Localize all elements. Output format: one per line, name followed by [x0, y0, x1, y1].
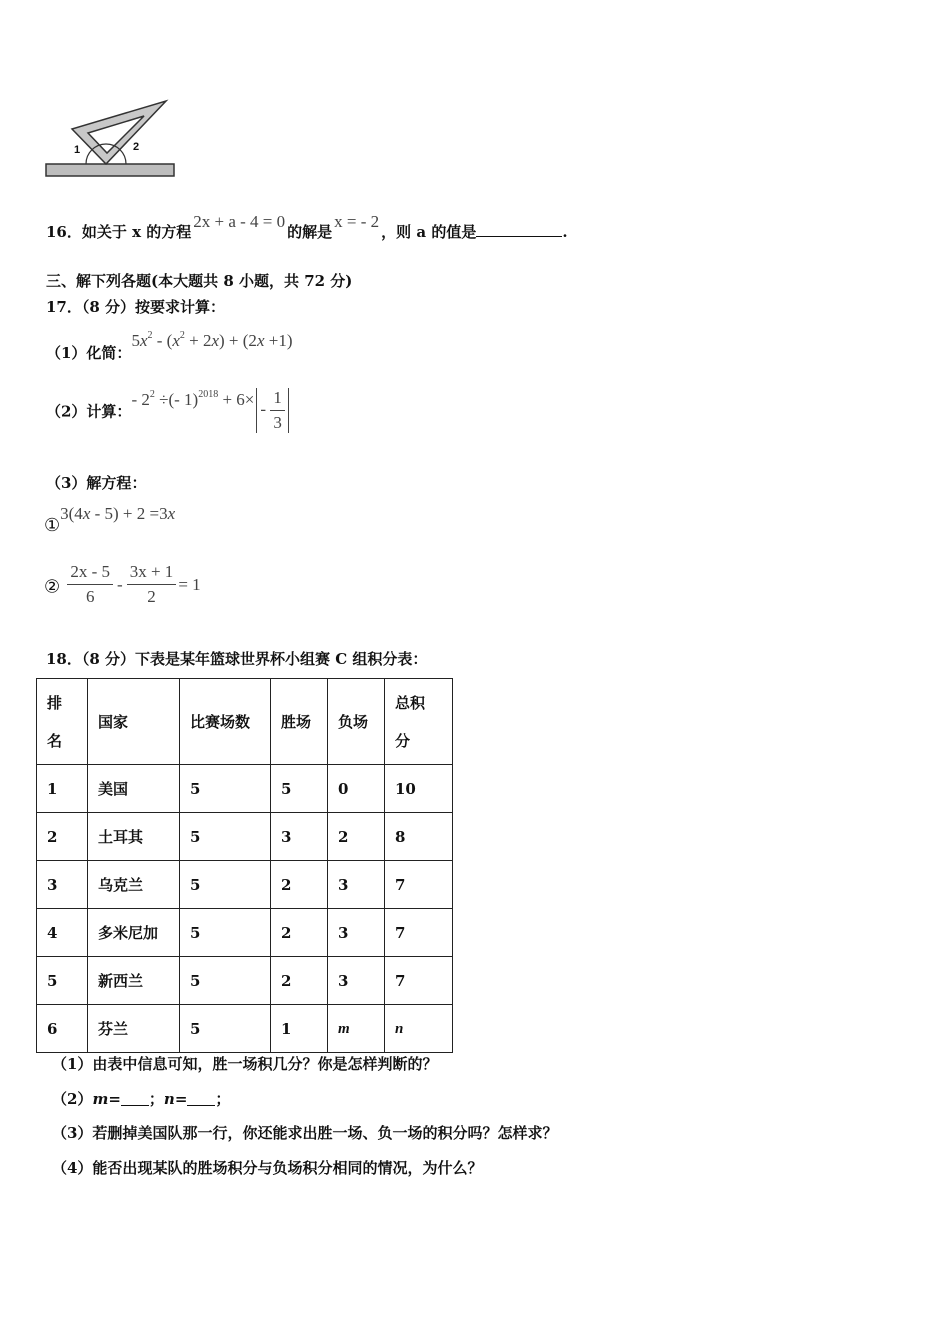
eq1-expression: 3(4x - 5) + 2 =3x: [60, 504, 176, 523]
q17-part2: [46, 388, 289, 433]
cell-losses: 3: [328, 957, 385, 1005]
cell-rank: 4: [37, 909, 88, 957]
table-row: [37, 957, 453, 1005]
q18-sub3: （3）若删掉美国队那一行，你还能求出胜一场、负一场的积分吗？怎样求？: [52, 1124, 558, 1142]
cell-country: 芬兰: [88, 1005, 180, 1053]
q16-solution: x = - 2: [334, 212, 380, 231]
table-row: [37, 861, 453, 909]
q17-part1: [46, 330, 292, 363]
angle-2-label: 2: [133, 141, 140, 153]
header-points: [385, 679, 453, 765]
q17-part2-abs: - $\frac{1}{3}$: [256, 388, 288, 433]
n-answer-blank[interactable]: [187, 1091, 215, 1106]
cell-country: 新西兰: [88, 957, 180, 1005]
section-3-heading: 三、解下列各题(本大题共 8 小题，共 72 分): [46, 272, 353, 290]
cell-rank: 3: [37, 861, 88, 909]
q17-part1-label: （1）化简：: [46, 344, 132, 362]
q17-part2-denominator: 3: [273, 413, 282, 432]
table-header-row: [37, 679, 453, 765]
eq2-rhs: = 1: [178, 574, 201, 594]
q16-suffix: ，则 a 的值是: [381, 223, 477, 241]
cell-rank: 1: [37, 765, 88, 813]
cell-points: 7: [385, 909, 453, 957]
cell-country: 土耳其: [88, 813, 180, 861]
cell-wins: 5: [271, 765, 328, 813]
m-answer-blank[interactable]: [121, 1091, 149, 1106]
cell-wins: 2: [271, 957, 328, 1005]
q16-answer-blank[interactable]: [476, 222, 562, 237]
cell-points: 7: [385, 957, 453, 1005]
cell-country: 美国: [88, 765, 180, 813]
q18-sub4: （4）能否出现某队的胜场积分与负场积分相同的情况，为什么？: [52, 1159, 483, 1177]
q17-part1-expression: $5x^2 - (x^2 + 2x) + (2x +1)$: [131, 330, 293, 350]
q17-title: 17．（8 分）按要求计算：: [46, 298, 226, 316]
q18-sub2-end: ；: [215, 1090, 231, 1108]
q16-end: .: [562, 223, 568, 241]
eq2-minus: -: [117, 574, 123, 594]
q17-part3-label: （3）解方程：: [46, 474, 147, 492]
header-country: 国家: [88, 679, 180, 765]
variable-n: n: [395, 1021, 404, 1037]
cell-games: 5: [180, 1005, 271, 1053]
header-rank-label: 排名: [47, 693, 63, 750]
q18-sub2-eq-n: =: [174, 1090, 188, 1108]
question-16: [46, 212, 568, 242]
straightedge: [46, 164, 174, 176]
cell-points: 10: [385, 765, 453, 813]
cell-games: 5: [180, 765, 271, 813]
cell-points: [385, 1005, 453, 1053]
cell-wins: 1: [271, 1005, 328, 1053]
cell-losses: 2: [328, 813, 385, 861]
cell-points: 8: [385, 813, 453, 861]
table-row: [37, 1005, 453, 1053]
cell-losses: [328, 1005, 385, 1053]
header-points-label: 总积分: [395, 693, 426, 750]
table-row: [37, 765, 453, 813]
q16-prefix: 16．如关于 x 的方程: [46, 223, 192, 241]
eq2-num1: 2x - 5: [67, 562, 113, 585]
cell-losses: 3: [328, 909, 385, 957]
q17-part2-expression: - $2^2$ ÷(- 1)$^{2018}$ + 6×: [131, 388, 255, 409]
q17-equation-2: [44, 562, 201, 607]
cell-wins: 2: [271, 909, 328, 957]
set-square: [72, 101, 166, 164]
q17-part2-numerator: 1: [270, 388, 285, 411]
eq2-num2: 3x + 1: [127, 562, 177, 585]
q18-sub2-m: m: [92, 1090, 109, 1108]
table-row: [37, 813, 453, 861]
cell-rank: 6: [37, 1005, 88, 1053]
angle-1-label: 1: [74, 144, 81, 156]
q16-middle: 的解是: [287, 223, 333, 241]
cell-country: 多米尼加: [88, 909, 180, 957]
eq2-fraction-1: [67, 562, 113, 607]
cell-rank: 2: [37, 813, 88, 861]
q18-sub2-prefix: （2）: [52, 1090, 93, 1108]
standings-table: [36, 678, 453, 1053]
q18-sub2-n: n: [163, 1090, 175, 1108]
cell-wins: 3: [271, 813, 328, 861]
q18-sub1: （1）由表中信息可知，胜一场积几分？你是怎样判断的？: [52, 1055, 438, 1073]
q18-sub2: [52, 1088, 230, 1109]
cell-country: 乌克兰: [88, 861, 180, 909]
cell-games: 5: [180, 909, 271, 957]
q18-title: 18．（8 分）下表是某年篮球世界杯小组赛 C 组积分表：: [46, 650, 428, 668]
cell-points: 7: [385, 861, 453, 909]
eq1-marker: ①: [44, 515, 61, 536]
cell-losses: 3: [328, 861, 385, 909]
variable-m: m: [338, 1021, 350, 1037]
eq2-den2: 2: [147, 587, 156, 606]
cell-losses: 0: [328, 765, 385, 813]
cell-games: 5: [180, 957, 271, 1005]
q17-part2-label: （2）计算：: [46, 402, 132, 421]
eq2-marker: ②: [44, 576, 61, 598]
header-losses: 负场: [328, 679, 385, 765]
triangle-ruler-figure: [40, 95, 185, 185]
cell-rank: 5: [37, 957, 88, 1005]
cell-wins: 2: [271, 861, 328, 909]
eq2-den1: 6: [85, 587, 95, 606]
eq2-fraction-2: [127, 562, 177, 607]
q18-sub2-eq-m: =: [108, 1090, 121, 1108]
table-row: [37, 909, 453, 957]
cell-games: 5: [180, 861, 271, 909]
q18-sub2-sep: ；: [148, 1090, 164, 1108]
q17-equation-1: [44, 504, 175, 536]
header-rank: [37, 679, 88, 765]
header-wins: 胜场: [271, 679, 328, 765]
cell-games: 5: [180, 813, 271, 861]
header-games: 比赛场数: [180, 679, 271, 765]
q16-equation: 2x + a - 4 = 0: [193, 212, 286, 231]
